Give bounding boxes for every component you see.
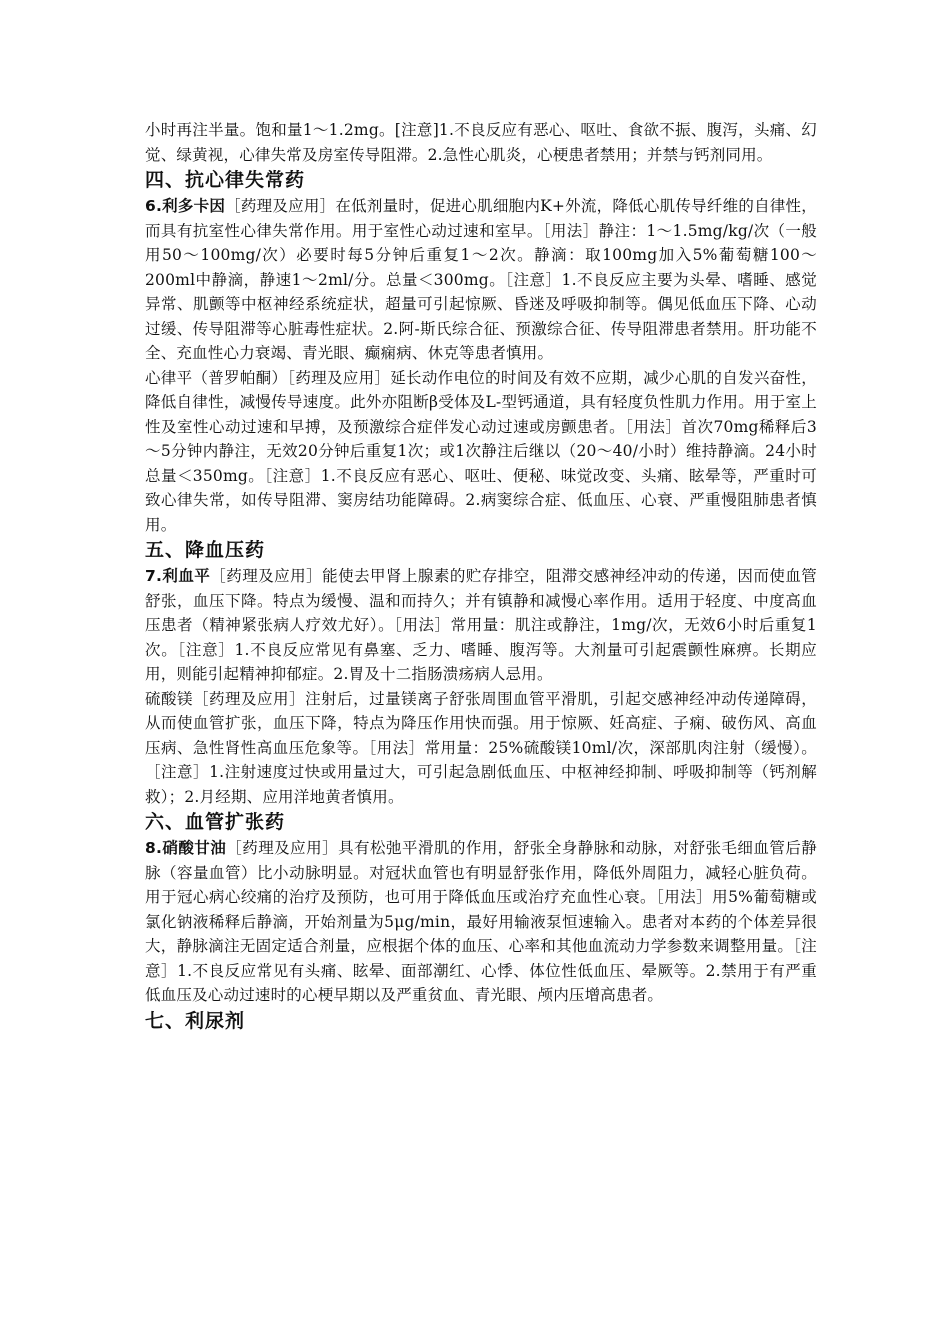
- drug-entry-propafenone: 心律平（普罗帕酮）［药理及应用］延长动作电位的时间及有效不应期，减少心肌的自发兴奋性，降低自律性，减慢传导速度。此外亦阻断β受体及L-型钙通道，具有轻度负性肌力作用。用于室上性及室性心动过速和早搏，及预激综合症伴发心动过速或房颤患者。［用法］首次70mg稀释后3～5分钟内静注，无效20分钟后重复1次；或1次静注后继以（20～40/小时）维持静滴。24小时总量＜350mg。［注意］1.不良反应有恶心、呕吐、便秘、味觉改变、头痛、眩晕等，严重时可致心律失常，如传导阻滞、窦房结功能障碍。2.病窦综合症、低血压、心衰、严重慢阻肺患者慎用。: [145, 368, 817, 534]
- drug-name: 7.利血平: [145, 567, 211, 585]
- section-heading-vasodilator: 六、血管扩张药: [145, 811, 286, 833]
- document-page: [145, 118, 817, 1035]
- drug-description: ［药理及应用］能使去甲肾上腺素的贮存排空，阻滞交感神经冲动的传递，因而使血管舒张，血压下降。特点为缓慢、温和而持久；并有镇静和减慢心率作用。适用于轻度、中度高血压患者（精神紧张病人疗效尤好）。［用法］常用量：肌注或静注，1mg/次，无效6小时后重复1次。［注意］1.不良反应常见有鼻塞、乏力、嗜睡、腹泻等。大剂量可引起震颤性麻痹。长期应用，则能引起精神抑郁症。2.胃及十二指肠溃疡病人忌用。: [145, 567, 817, 683]
- drug-entry-lidocaine: [145, 194, 817, 366]
- drug-name: 6.利多卡因: [145, 197, 226, 215]
- drug-name: 8.硝酸甘油: [145, 839, 227, 857]
- drug-description: ［药理及应用］具有松弛平滑肌的作用，舒张全身静脉和动脉，对舒张毛细血管后静脉（容量血管）比小动脉明显。对冠状血管也有明显舒张作用，降低外周阻力，减轻心脏负荷。用于冠心病心绞痛的治疗及预防，也可用于降低血压或治疗充血性心衰。［用法］用5%葡萄糖或氯化钠液稀释后静滴，开始剂量为5μg/min，最好用输液泵恒速输入。患者对本药的个体差异很大，静脉滴注无固定适合剂量，应根据个体的血压、心率和其他血流动力学参数来调整用量。［注意］1.不良反应常见有头痛、眩晕、面部潮红、心悸、体位性低血压、晕厥等。2.禁用于有严重低血压及心动过速时的心梗早期以及严重贫血、青光眼、颅内压增高患者。: [145, 839, 818, 1004]
- drug-entry-magnesium-sulfate: 硫酸镁［药理及应用］注射后，过量镁离子舒张周围血管平滑肌，引起交感神经冲动传递障碍，从而使血管扩张，血压下降，特点为降压作用快而强。用于惊厥、妊高症、子痫、破伤风、高血压病、急性肾性高血压危象等。［用法］常用量：25%硫酸镁10ml/次，深部肌肉注射（缓慢）。［注意］1.注射速度过快或用量过大，可引起急剧低血压、中枢神经抑制、呼吸抑制等（钙剂解救）；2.月经期、应用洋地黄者慎用。: [145, 689, 817, 806]
- section-heading-antiarrhythmic: 四、抗心律失常药: [145, 169, 306, 191]
- drug-entry-nitroglycerin: [145, 836, 817, 1008]
- section-heading-diuretic: 七、利尿剂: [145, 1009, 246, 1032]
- drug-entry-reserpine: [145, 564, 817, 687]
- section-heading-antihypertensive: 五、降血压药: [145, 539, 266, 561]
- intro-paragraph: 小时再注半量。饱和量1～1.2mg。[注意]1.不良反应有恶心、呕吐、食欲不振、腹泻，头痛、幻觉、绿黄视，心律失常及房室传导阻滞。2.急性心肌炎，心梗患者禁用；并禁与钙剂同用。: [145, 121, 817, 164]
- drug-description: ［药理及应用］在低剂量时，促进心肌细胞内K+外流，降低心肌传导纤维的自律性，而具有抗室性心律失常作用。用于室性心动过速和室早。［用法］静注：1～1.5mg/kg/次（一般用50～100mg/次）必要时每5分钟后重复1～2次。静滴：取100mg加入5%葡萄糖100～200ml中静滴，静速1～2ml/分。总量＜300mg。［注意］1.不良反应主要为头晕、嗜睡、感觉异常、肌颤等中枢神经系统症状，超量可引起惊厥、昏迷及呼吸抑制等。偶见低血压下降、心动过缓、传导阻滞等心脏毒性症状。2.阿-斯氏综合征、预激综合征、传导阻滞患者禁用。肝功能不全、充血性心力衰竭、青光眼、癫痫病、休克等患者慎用。: [145, 197, 818, 362]
